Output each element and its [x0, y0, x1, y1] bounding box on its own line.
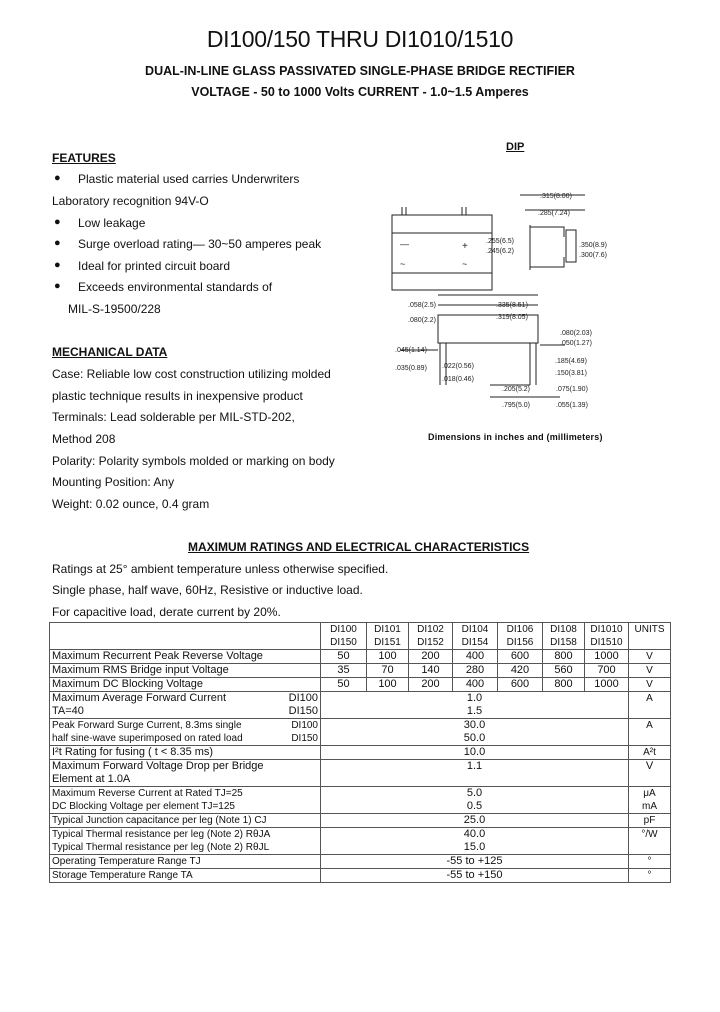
feature-item: MIL-S-19500/228 — [68, 302, 161, 316]
bullet-icon: ● — [54, 172, 61, 184]
feature-item: Laboratory recognition 94V-O — [52, 194, 209, 208]
dim-label: .045(1.14) — [395, 347, 427, 354]
feature-item: Plastic material used carries Underwriters — [78, 172, 300, 186]
mechanical-line: Case: Reliable low cost construction utilizing molded — [52, 367, 331, 381]
dim-label: .350(8.9) — [579, 242, 608, 249]
features-heading: FEATURES — [52, 151, 116, 165]
ratings-note: For capacitive load, derate current by 20%. — [52, 605, 281, 619]
package-side-view — [566, 230, 576, 262]
dim-label: .335(8.51) — [496, 302, 528, 309]
table-row: Typical Thermal resistance per leg (Note 2) RθJA Typical Thermal resistance per leg (Note 2) RθJL 40.0 15.0 °/W — [50, 828, 671, 855]
ratings-note: Ratings at 25° ambient temperature unless otherwise specified. — [52, 562, 389, 576]
dim-label: .795(5.0) — [502, 402, 531, 409]
model-header: DI1010 DI1510 — [585, 623, 629, 650]
table-row: Maximum Recurrent Peak Reverse Voltage 50 100 200 400 600 800 1000 V — [50, 650, 671, 664]
dim-label: .050(1.27) — [560, 340, 592, 347]
model-header: DI106 DI156 — [498, 623, 543, 650]
dim-label: .018(0.46) — [442, 376, 474, 383]
dim-label: .055(1.39) — [556, 402, 588, 409]
svg-text:+: + — [462, 241, 468, 252]
dip-label: DIP — [506, 141, 525, 153]
package-top-view — [392, 215, 492, 290]
mechanical-line: plastic technique results in inexpensive product — [52, 389, 303, 403]
dim-label: .300(7.6) — [579, 252, 608, 259]
dim-label: .319(8.05) — [496, 314, 528, 321]
mechanical-heading: MECHANICAL DATA — [52, 345, 168, 359]
page-title: DI100/150 THRU DI1010/1510 — [206, 26, 514, 52]
table-row: Maximum RMS Bridge input Voltage 35 70 140 280 420 560 700 V — [50, 664, 671, 678]
dim-label: .205(5.2) — [502, 386, 531, 393]
product-subtitle: DUAL-IN-LINE GLASS PASSIVATED SINGLE-PHASE BRIDGE RECTIFIER — [145, 64, 575, 78]
model-header: DI101 DI151 — [367, 623, 409, 650]
model-header: DI102 DI152 — [409, 623, 453, 650]
table-header-row — [50, 623, 671, 650]
dim-label: .022(0.56) — [442, 363, 474, 370]
table-row: I²t Rating for fusing ( t < 8.35 ms) 10.0 A²t — [50, 746, 671, 760]
diagram-caption: Dimensions in inches and (millimeters) — [428, 432, 603, 442]
dim-label: .255(6.5) — [486, 238, 515, 245]
dim-label: .058(2.5) — [408, 302, 437, 309]
table-row: Maximum Forward Voltage Drop per Bridge Element at 1.0A 1.1 V — [50, 760, 671, 787]
table-row: Maximum Reverse Current at Rated TJ=25 DC Blocking Voltage per element TJ=125 5.0 0.5 μA mA — [50, 787, 671, 814]
model-header: DI108 DI158 — [543, 623, 585, 650]
feature-item: Surge overload rating— 30~50 amperes peak — [78, 237, 322, 251]
feature-item: Exceeds environmental standards of — [78, 280, 273, 294]
bullet-icon: ● — [54, 280, 61, 292]
bullet-icon: ● — [54, 216, 61, 228]
svg-text:~: ~ — [400, 259, 406, 269]
table-row: Typical Junction capacitance per leg (Note 1) CJ 25.0 pF — [50, 814, 671, 828]
table-row: Peak Forward Surge Current, 8.3ms single DI100 half sine-wave superimposed on rated load DI150 30.0 50.0 A — [50, 719, 671, 746]
dim-label: .035(0.89) — [395, 365, 427, 372]
model-header: DI100 DI150 — [321, 623, 367, 650]
table-row: Maximum DC Blocking Voltage 50 100 200 400 600 800 1000 V — [50, 678, 671, 692]
table-row: Maximum Average Forward Current DI100 TA=40 DI150 1.0 1.5 A — [50, 692, 671, 719]
ratings-table — [49, 622, 671, 883]
bullet-icon: ● — [54, 259, 61, 271]
feature-item: Low leakage — [78, 216, 146, 230]
mechanical-line: Mounting Position: Any — [52, 475, 175, 489]
table-row: Storage Temperature Range TA -55 to +150 ° — [50, 869, 671, 883]
dim-label: .245(6.2) — [486, 248, 515, 255]
dim-label: .315(8.00) — [540, 193, 572, 200]
dip-package-drawing — [380, 185, 620, 420]
model-header: DI104 DI154 — [453, 623, 498, 650]
ratings-heading: MAXIMUM RATINGS AND ELECTRICAL CHARACTERISTICS — [188, 540, 530, 554]
feature-item: Ideal for printed circuit board — [78, 259, 231, 273]
mechanical-line: Weight: 0.02 ounce, 0.4 gram — [52, 497, 210, 511]
table-row: Operating Temperature Range TJ -55 to +125 ° — [50, 855, 671, 869]
dim-label: .080(2.2) — [408, 317, 437, 324]
mechanical-line: Terminals: Lead solderable per MIL-STD-202, — [52, 410, 295, 424]
mechanical-line: Method 208 — [52, 432, 116, 446]
ratings-note: Single phase, half wave, 60Hz, Resistive or inductive load. — [52, 583, 363, 597]
dim-label: .075(1.90) — [556, 386, 588, 393]
mechanical-line: Polarity: Polarity symbols molded or marking on body — [52, 454, 335, 468]
svg-text:~: ~ — [462, 259, 468, 269]
dim-label: .080(2.03) — [560, 330, 592, 337]
ratings-summary: VOLTAGE - 50 to 1000 Volts CURRENT - 1.0~1.5 Amperes — [191, 85, 529, 99]
units-header: UNITS — [629, 623, 671, 650]
dim-label: .185(4.69) — [555, 358, 587, 365]
dim-label: .285(7.24) — [538, 210, 570, 217]
bullet-icon: ● — [54, 237, 61, 249]
svg-text:—: — — [400, 239, 409, 249]
dim-label: .150(3.81) — [555, 370, 587, 377]
